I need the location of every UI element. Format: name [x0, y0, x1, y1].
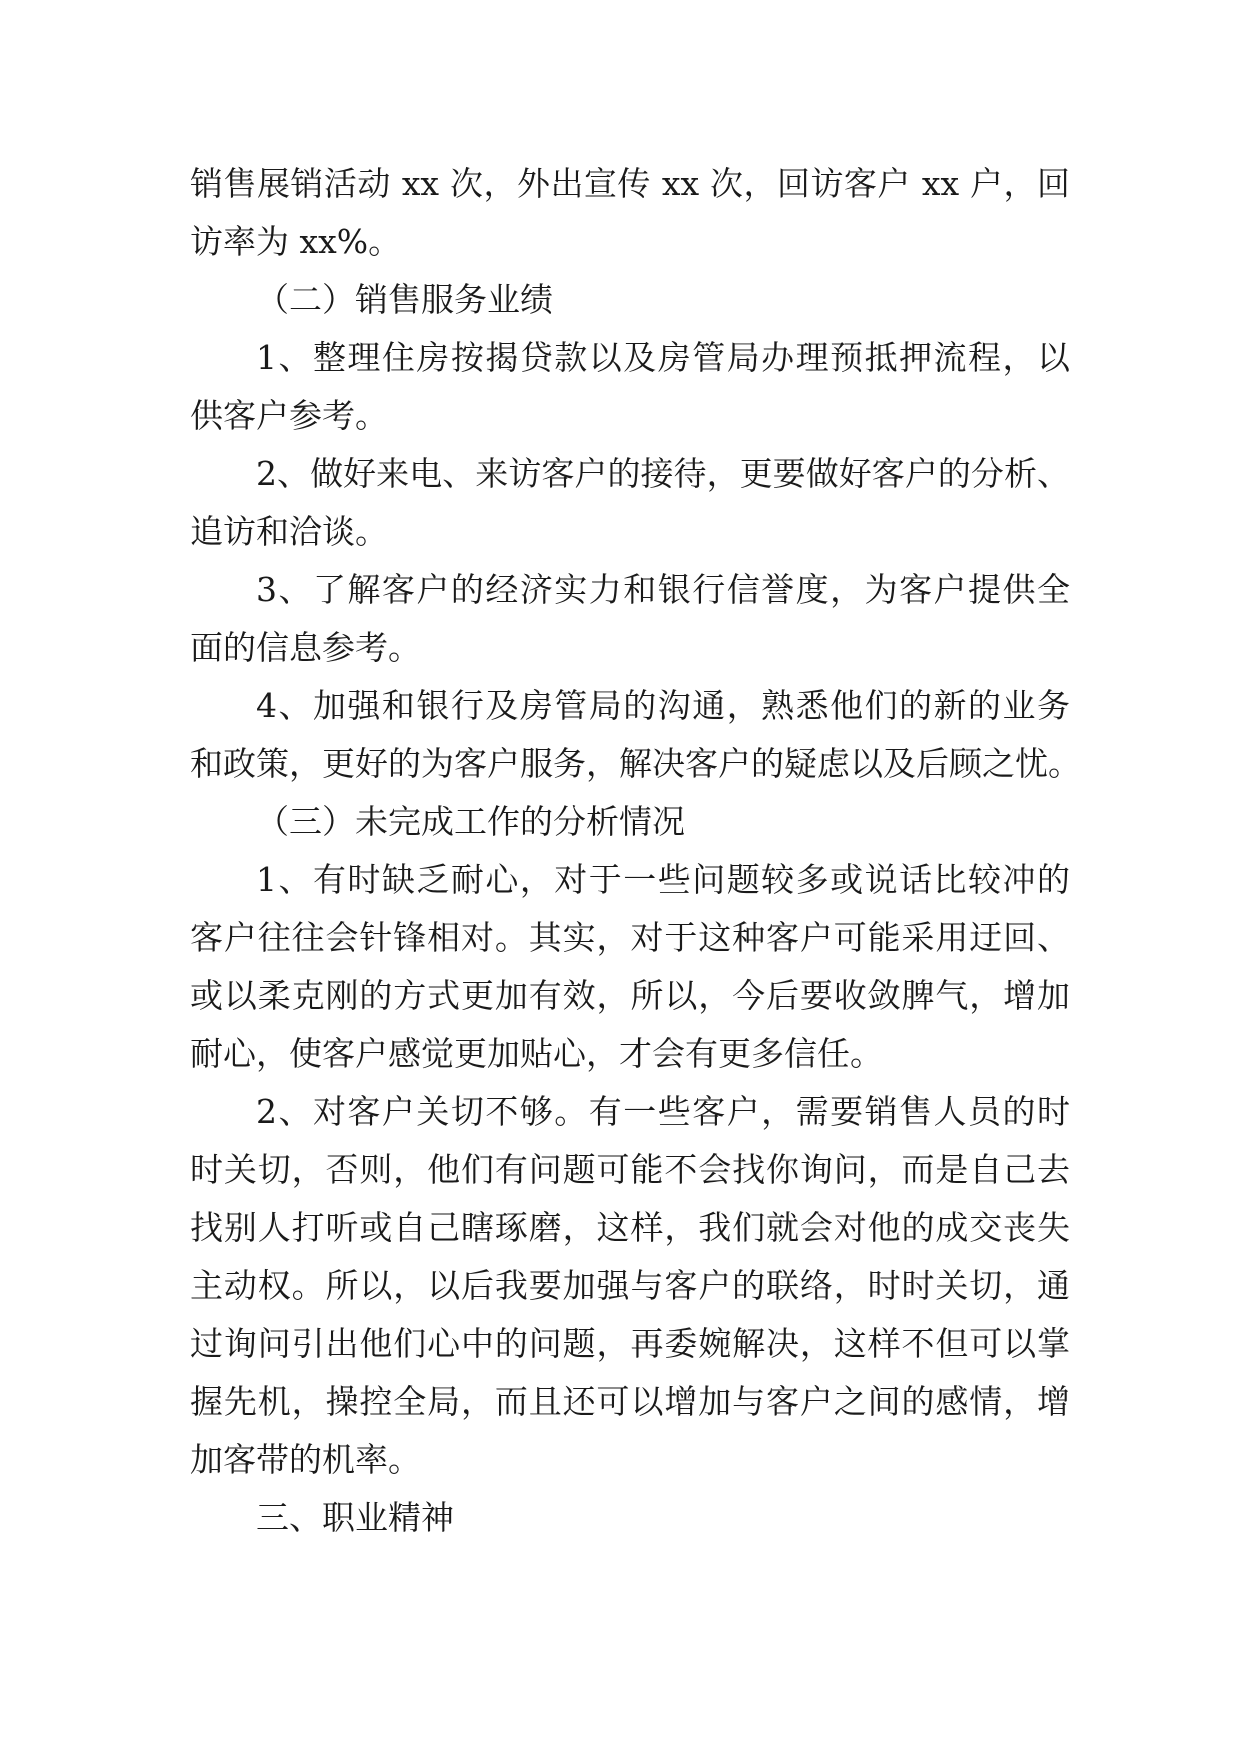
text-line: 时关切，否则，他们有问题可能不会找你询问，而是自己去	[190, 1150, 1070, 1189]
text-line: 供客户参考。	[190, 396, 388, 435]
text-line: 找别人打听或自己瞎琢磨，这样，我们就会对他的成交丧失	[190, 1208, 1070, 1247]
text-line: 1、有时缺乏耐心，对于一些问题较多或说话比较冲的	[256, 860, 1070, 899]
text-line: 访率为 xx%。	[190, 222, 402, 261]
text-line: 2、对客户关切不够。有一些客户，需要销售人员的时	[256, 1092, 1070, 1131]
text-line: 3、了解客户的经济实力和银行信誉度，为客户提供全	[256, 570, 1070, 609]
text-line: 和政策，更好的为客户服务，解决客户的疑虑以及后顾之忧。	[190, 744, 1081, 783]
text-line: 或以柔克刚的方式更加有效，所以，今后要收敛脾气，增加	[190, 976, 1070, 1015]
text-line: 追访和洽谈。	[190, 512, 388, 551]
text-line: 三、职业精神	[256, 1498, 454, 1537]
text-line: 过询问引出他们心中的问题，再委婉解决，这样不但可以掌	[190, 1324, 1070, 1363]
text-line: 销售展销活动 xx 次，外出宣传 xx 次，回访客户 xx 户，回	[190, 164, 1070, 203]
text-line: （三）未完成工作的分析情况	[256, 802, 685, 841]
text-line: 1、整理住房按揭贷款以及房管局办理预抵押流程，以	[256, 338, 1070, 377]
text-line: 握先机，操控全局，而且还可以增加与客户之间的感情，增	[190, 1382, 1070, 1421]
text-line: 主动权。所以，以后我要加强与客户的联络，时时关切，通	[190, 1266, 1070, 1305]
text-line: 2、做好来电、来访客户的接待，更要做好客户的分析、	[256, 454, 1070, 493]
text-line: 客户往往会针锋相对。其实，对于这种客户可能采用迂回、	[190, 918, 1070, 957]
text-line: 面的信息参考。	[190, 628, 421, 667]
text-line: 加客带的机率。	[190, 1440, 421, 1479]
text-line: （二）销售服务业绩	[256, 280, 553, 319]
text-line: 耐心，使客户感觉更加贴心，才会有更多信任。	[190, 1034, 883, 1073]
text-line: 4、加强和银行及房管局的沟通，熟悉他们的新的业务	[256, 686, 1070, 725]
document-body	[190, 155, 1081, 1547]
